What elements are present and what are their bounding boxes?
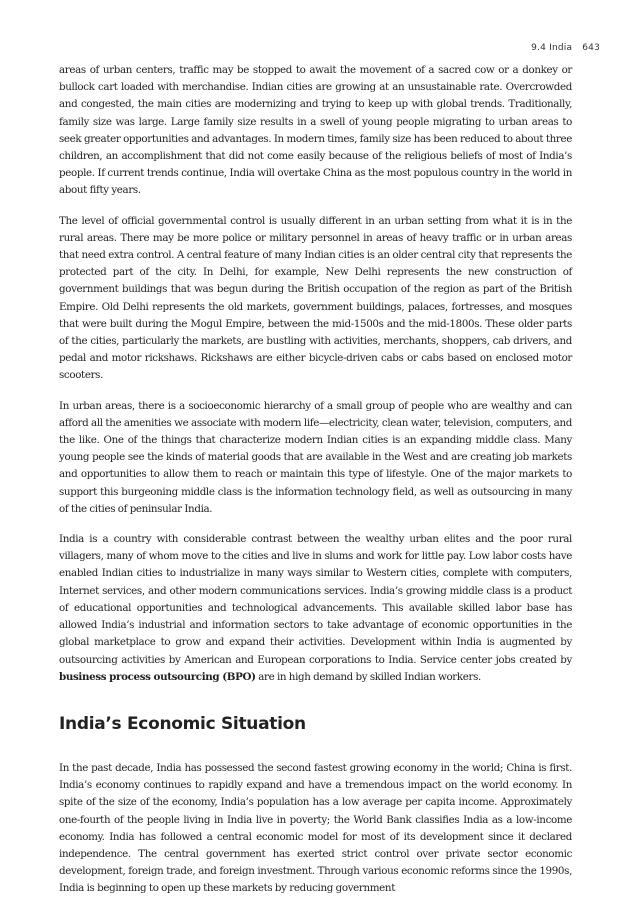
paragraph-economic-situation: In the past decade, India has possessed the second fastest growing economy in the world; China is first. India’s economy continues to rapidly expand and have a tremendous impact on the world economy. In spite of the size of the economy, India’s population has a low average per capita income. Approximately one-fourth of the people living in India live in poverty; the World Bank classifies India as a low-income economy. India has followed a central economic model for most of its development since it declared independence. The central government has exerted strict control over private sector economic development, foreign trade, and foreign investment. Through various economic reforms since the 1990s, India is beginning to open up these markets by reducing government	[59, 761, 572, 895]
paragraph-urban-growth: areas of urban centers, traffic may be stopped to await the movement of a sacred cow or a donkey or bullock cart loaded with merchandise. Indian cities are growing at an unsustainable rate. Overcrowded and congested, the main cities are modernizing and trying to keep up with global trends. Traditionally, family size was large. Large family size results in a swell of young people migrating to urban areas to seek greater opportunities and advantages. In modern times, family size has been reduced to about three children, an accomplishment that did not come easily because of the religious beliefs of most of India’s people. If current trends continue, India will overtake China as the most populous country in the world in about fifty years.	[59, 64, 572, 197]
header-section-label: 9.4 India	[531, 43, 573, 53]
running-header	[531, 43, 600, 53]
paragraph-text: are in high demand by skilled Indian workers.	[255, 670, 481, 683]
section-heading: India’s Economic Situation	[59, 713, 306, 734]
page-number: 643	[582, 43, 600, 53]
paragraph-governmental-control: The level of official governmental control is usually different in an urban setting from what it is in the rural areas. There may be more police or military personnel in areas of heavy traffic or in urban areas that need extra control. A central feature of many Indian cities is an older central city that represents the protected part of the city. In Delhi, for example, New Delhi represents the new construction of government buildings that was begun during the British occupation of the region as part of the British Empire. Old Delhi represents the old markets, government buildings, palaces, fortresses, and mosques that were built during the Mogul Empire, between the mid-1500s and the mid-1800s. These older parts of the cities, particularly the markets, are bustling with activities, merchants, shoppers, cab drivers, and pedal and motor rickshaws. Rickshaws are either bicycle-driven cabs or cabs based on enclosed motor scooters.	[59, 214, 572, 382]
paragraph-text: India is a country with considerable contrast between the wealthy urban elites and the poor rural villagers, many of whom move to the cities and live in slums and work for little pay. Low labor costs have enabled Indian cities to industrialize in many ways similar to Western cities, complete with computers, Internet services, and other modern communications services. India’s growing middle class is a product of educational opportunities and technological advancements. This available skilled labor base has allowed India’s industrial and information sectors to take advantage of economic opportunities in the global marketplace to grow and expand their activities. Development within India is augmented by outsourcing activities by American and European corporations to India. Service center jobs created by	[59, 533, 572, 666]
paragraph-socioeconomic-hierarchy: In urban areas, there is a socioeconomic hierarchy of a small group of people who are wealthy and can afford all the amenities we associate with modern life—electricity, clean water, television, computers, and the like. One of the things that characterize modern Indian cities is an expanding middle class. Many young people see the kinds of material goods that are available in the West and are creating job markets and opportunities to allow them to reach or maintain this type of lifestyle. One of the major markets to support this burgeoning middle class is the information technology field, as well as outsourcing in many of the cities of peninsular India.	[59, 399, 572, 515]
key-term-bpo: business process outsourcing (BPO)	[59, 670, 256, 683]
body-text	[59, 62, 572, 911]
paragraph-contrast	[59, 531, 572, 686]
